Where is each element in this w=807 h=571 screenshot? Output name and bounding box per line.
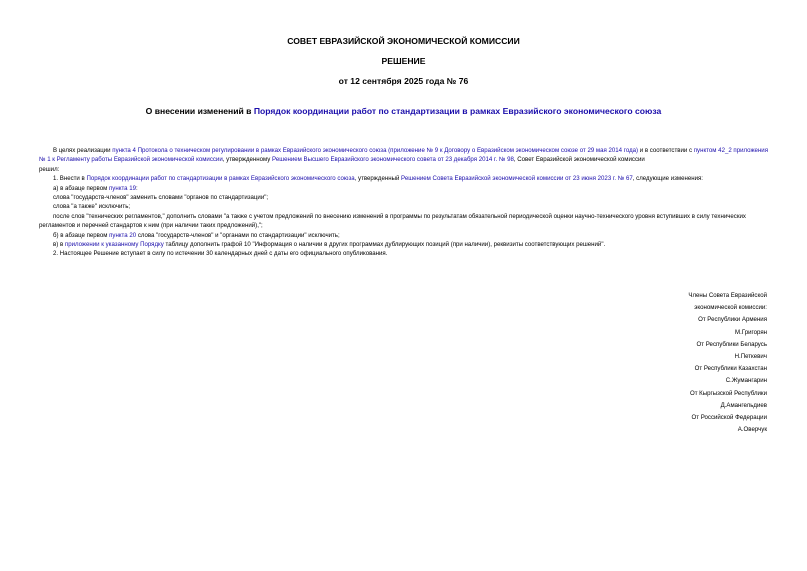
appendix-link[interactable]: приложении к указанному Порядку bbox=[64, 241, 164, 249]
signature-line: М.Григорян bbox=[735, 328, 767, 336]
item-1 bbox=[39, 174, 769, 183]
item-a-change-2: слова "а также" исключить; bbox=[53, 203, 131, 211]
item-a bbox=[39, 184, 769, 193]
signature-line: От Российской Федерации bbox=[691, 414, 767, 422]
signature-line: С.Жумангарин bbox=[725, 377, 767, 385]
item-v-text-1: в) в bbox=[53, 241, 65, 249]
subject-link[interactable]: Порядок координации работ по стандартизации в рамках Евразийского экономического союза bbox=[253, 106, 662, 116]
document-subject bbox=[0, 106, 807, 117]
item-b-text-1: б) в абзаце первом bbox=[53, 231, 110, 239]
signature-line: Д.Амангельдиев bbox=[720, 401, 767, 409]
point-19-link[interactable]: пункта 19 bbox=[109, 184, 137, 192]
council-decision-link[interactable]: Решением Совета Евразийской экономической комиссии от 23 июня 2023 г. № 67 bbox=[401, 175, 633, 183]
item-a-change-1: слова "государств-членов" заменить словами "органов по стандартизации"; bbox=[53, 194, 269, 202]
decided-label: решил: bbox=[39, 165, 60, 173]
preamble bbox=[39, 146, 769, 165]
item-b bbox=[39, 231, 769, 240]
signature-line: От Республики Армения bbox=[698, 316, 767, 324]
document-body bbox=[39, 146, 769, 259]
preamble-text-1: В целях реализации bbox=[53, 147, 113, 154]
signatures-block bbox=[567, 290, 767, 436]
item-1-text-2: , утвержденный bbox=[354, 175, 402, 183]
subject-prefix: О внесении изменений в bbox=[145, 106, 254, 116]
item-1-text-1: 1. Внести в bbox=[53, 175, 87, 183]
procedure-link[interactable]: Порядок координации работ по стандартизации в рамках Евразийского экономического союза bbox=[86, 175, 355, 183]
item-a-text-2: : bbox=[136, 184, 138, 192]
signature-line: Члены Совета Евразийской bbox=[688, 292, 767, 299]
item-a-change-3: после слов "технических регламентов," дополнить словами "а также с учетом предложений по внесению изменений в программы по результатам обязательной периодической оценки научно-технического уровня вступивших в силу технических регламентов и перечней стандартов к ним (при наличии таких предложений),"; bbox=[39, 212, 746, 230]
signature-line: экономической комиссии: bbox=[694, 304, 767, 312]
org-title: СОВЕТ ЕВРАЗИЙСКОЙ ЭКОНОМИЧЕСКОЙ КОМИССИИ bbox=[287, 36, 520, 46]
date-number: от 12 сентября 2025 года № 76 bbox=[338, 76, 469, 86]
signature-line: Н.Петкевич bbox=[734, 353, 767, 361]
signature-line: А.Оверчук bbox=[737, 426, 767, 434]
signature-line: От Республики Беларусь bbox=[696, 340, 767, 348]
point-20-link[interactable]: пункта 20 bbox=[109, 231, 137, 239]
item-v-text-2: таблицу дополнить графой 10 "Информация о наличии в других программах дублирующих позиций (при наличии), реквизиты соответствующих решений". bbox=[163, 241, 606, 249]
preamble-text-3: , утвержденному bbox=[222, 156, 273, 164]
item-a-text-1: а) в абзаце первом bbox=[53, 184, 109, 192]
supreme-council-decision-link[interactable]: Решением Высшего Евразийского экономического совета от 23 декабря 2014 г. № 98 bbox=[272, 156, 514, 164]
protocol-link[interactable]: пункта 4 Протокола о техническом регулировании в рамках Евразийского экономического союза (приложение № 9 к Договору о Евразийском экономическом союзе от 29 мая 2014 года) bbox=[112, 147, 639, 154]
signature-line: От Кыргызской Республики bbox=[689, 389, 767, 397]
item-2: 2. Настоящее Решение вступает в силу по истечении 30 календарных дней с даты его официального опубликования. bbox=[53, 250, 388, 258]
signature-line: От Республики Казахстан bbox=[694, 365, 767, 373]
preamble-text-2: и в соответствии с bbox=[638, 147, 694, 154]
reglament-link[interactable]: пунктом 42_2 приложения № 1 к Регламенту работы Евразийской экономической комиссии bbox=[39, 147, 768, 164]
item-v bbox=[39, 240, 769, 249]
preamble-text-4: , Совет Евразийской экономической комиссии bbox=[513, 156, 645, 164]
doc-type-title: РЕШЕНИЕ bbox=[381, 56, 426, 66]
item-b-text-2: слова "государств-членов" и "органами по стандартизации" исключить; bbox=[136, 231, 340, 239]
item-1-text-3: , следующие изменения: bbox=[632, 175, 703, 183]
